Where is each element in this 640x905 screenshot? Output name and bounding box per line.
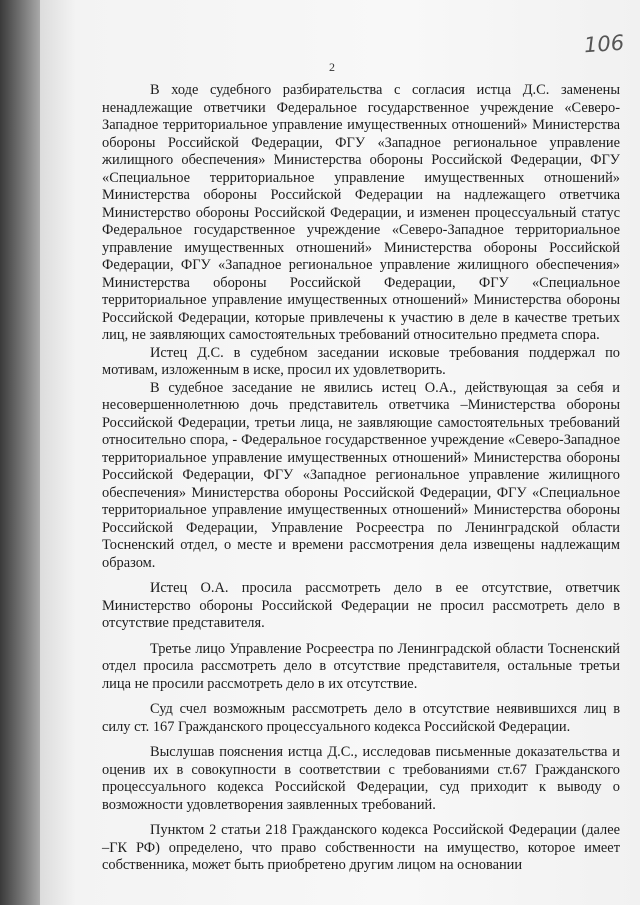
document-body	[102, 82, 620, 875]
paragraph: В судебное заседание не явились истец О.А., действующая за себя и несовершеннолетнюю дочь представитель ответчика –Министерства обороны Российской Федерации, третьи лица, не заявляющие самостоятельных требований относительно спора, - Федеральное государственное учреждение «Северо-Западное территориальное управление имущественных отношений» Министерства обороны Российской Федерации, ФГУ «Западное региональное управление жилищного обеспечения» Министерства обороны Российской Федерации, ФГУ «Специальное территориальное управление имущественных отношений» Министерства обороны Российской Федерации, Управление Росреестра по Ленинградской области Тосненский отдел, о месте и времени рассмотрения дела извещены надлежащим образом.	[102, 379, 620, 571]
page-number: 2	[329, 60, 335, 74]
paragraph: Истец Д.С. в судебном заседании исковые требования поддержал по мотивам, изложенным в иске, просил их удовлетворить.	[102, 344, 620, 378]
scan-binding-edge	[0, 0, 40, 905]
paragraph: Выслушав пояснения истца Д.С., исследовав письменные доказательства и оценив их в совокупности в соответствии с требованиями ст.67 Гражданского процессуального кодекса Российской Федерации, суд приходит к выводу о возможности удовлетворения заявленных требований.	[102, 744, 620, 813]
paragraph: Третье лицо Управление Росреестра по Ленинградской области Тосненский отдел просила рассмотреть дело в отсутствие представителя, остальные третьи лица не просили рассмотреть дело в их отсутствие.	[102, 640, 620, 692]
paragraph: В ходе судебного разбирательства с согласия истца Д.С. заменены ненадлежащие ответчики Федеральное государственное учреждение «Северо-Западное территориальное управление имущественных отношений» Министерства обороны Российской Федерации, ФГУ «Западное региональное управление жилищного обеспечения» Министерства обороны Российской Федерации, ФГУ «Специальное территориальное управление имущественных отношений» Министерства обороны Российской Федерации на надлежащего ответчика Министерство обороны Российской Федерации, и изменен процессуальный статус Федеральное государственное учреждение «Северо-Западное территориальное управление имущественных отношений» Министерства обороны Российской Федерации, ФГУ «Западное региональное управление жилищного обеспечения» Министерства обороны Российской Федерации, ФГУ «Специальное территориальное управление имущественных отношений» Министерства обороны Российской Федерации, которые привлечены к участию в деле в качестве третьих лиц, не заявляющих самостоятельных требований относительно предмета спора.	[102, 82, 620, 343]
handwritten-folio-number: 106	[583, 30, 625, 58]
paragraph: Истец О.А. просила рассмотреть дело в ее отсутствие, ответчик Министерство обороны Российской Федерации не просил рассмотреть дело в отсутствие представителя.	[102, 580, 620, 631]
paragraph: Пунктом 2 статьи 218 Гражданского кодекса Российской Федерации (далее –ГК РФ) определено, что право собственности на имущество, которое имеет собственника, может быть приобретено другим лицом на основании	[102, 822, 620, 873]
paragraph: Суд счел возможным рассмотреть дело в отсутствие неявившихся лиц в силу ст. 167 Гражданского процессуального кодекса Российской Федерации.	[102, 701, 620, 735]
document-page	[40, 0, 640, 905]
